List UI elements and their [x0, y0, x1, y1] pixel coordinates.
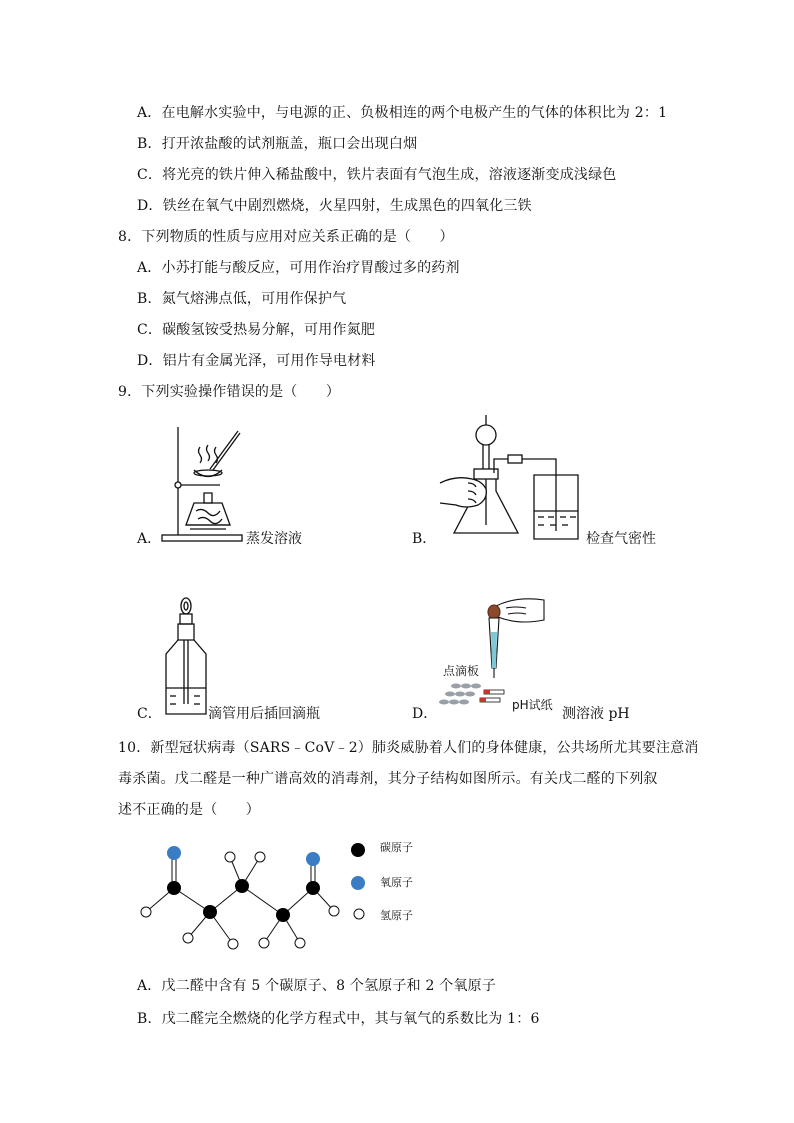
q8-option-b: B．氮气熔沸点低，可用作保护气 — [137, 291, 347, 307]
q8-stem: 8．下列物质的性质与应用对应关系正确的是（ ） — [118, 229, 454, 245]
legend-carbon-label: 碳原子 — [380, 841, 413, 854]
molecule-diagram — [138, 840, 338, 955]
q8-option-d: D．铝片有金属光泽，可用作导电材料 — [137, 353, 376, 369]
q7-option-c: C．将光亮的铁片伸入稀盐酸中，铁片表面有气泡生成，溶液逐渐变成浅绿色 — [137, 167, 617, 183]
q9-d-letter: D． — [412, 706, 438, 722]
q7-option-d: D．铁丝在氧气中剧烈燃烧，火星四射，生成黑色的四氧化三铁 — [137, 198, 532, 214]
q9-d-caption: 测溶液 pH — [562, 706, 630, 722]
q8-option-c: C．碳酸氢铵受热易分解，可用作氮肥 — [137, 322, 376, 338]
q9-c-caption: 滴管用后插回滴瓶 — [208, 706, 320, 722]
legend-oxygen-marker — [350, 875, 366, 891]
legend-oxygen-label: 氧原子 — [380, 876, 413, 889]
q7-option-a: A．在电解水实验中，与电源的正、负极相连的两个电极产生的气体的体积比为 2：1 — [137, 105, 668, 121]
q9-b-letter: B． — [412, 531, 437, 547]
q9-b-caption: 检查气密性 — [586, 531, 656, 547]
q8-option-a: A．小苏打能与酸反应，可用作治疗胃酸过多的药剂 — [137, 260, 460, 276]
figure-ph-test — [436, 594, 548, 714]
q9-a-caption: 蒸发溶液 — [246, 531, 302, 547]
q9-d-label-plate: 点滴板 — [443, 664, 480, 678]
q9-stem: 9．下列实验操作错误的是（ ） — [118, 384, 341, 400]
q10-option-a: A．戊二醛中含有 5 个碳原子、8 个氢原子和 2 个氧原子 — [137, 978, 497, 994]
figure-airtightness — [438, 413, 588, 548]
q7-option-b: B．打开浓盐酸的试剂瓶盖，瓶口会出现白烟 — [137, 136, 418, 152]
q9-c-letter: C． — [137, 706, 162, 722]
legend-carbon-marker — [350, 842, 366, 858]
legend-hydrogen-marker — [353, 908, 365, 920]
q10-stem-line1: 10．新型冠状病毒（SARS﹣CoV﹣2）肺炎威胁着人们的身体健康，公共场所尤其要注意消 — [118, 740, 699, 756]
q9-a-letter: A． — [137, 531, 162, 547]
legend-hydrogen-label: 氢原子 — [380, 909, 413, 922]
figure-evaporation — [160, 425, 250, 545]
q10-stem-line2: 毒杀菌。戊二醛是一种广谱高效的消毒剂，其分子结构如图所示。有关戊二醛的下列叙 — [118, 771, 658, 787]
q10-option-b: B．戊二醛完全燃烧的化学方程式中，其与氧气的系数比为 1：6 — [137, 1011, 540, 1027]
q10-stem-line3: 述不正确的是（ ） — [118, 802, 260, 818]
q9-d-label-paper: pH试纸 — [512, 698, 553, 712]
figure-dropper-bottle — [162, 596, 212, 718]
